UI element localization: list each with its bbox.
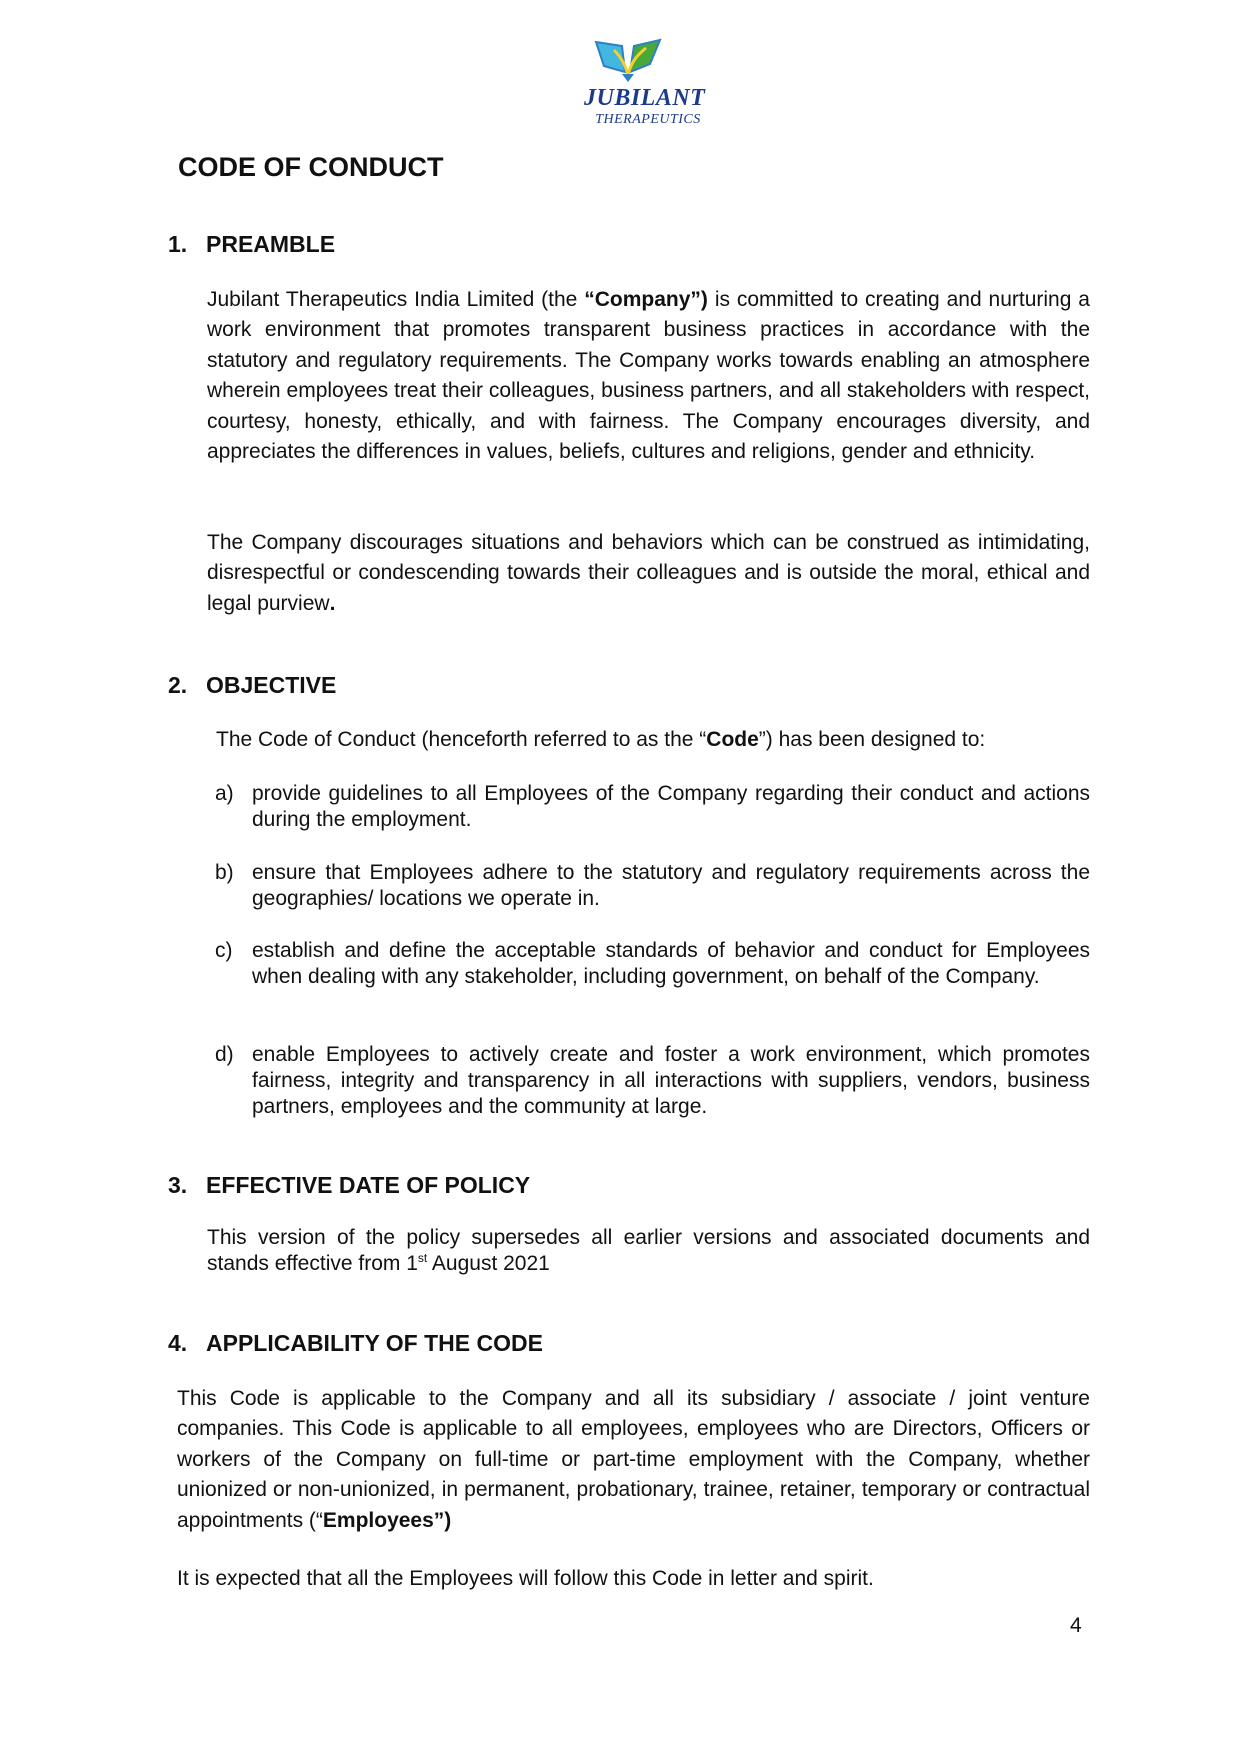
section-title: PREAMBLE — [206, 231, 336, 257]
section-number: 2. — [168, 672, 188, 698]
list-item — [215, 860, 1090, 912]
preamble-paragraph-2 — [207, 528, 1090, 619]
text-run: This version of the policy supersedes all earlier versions and associated documents and stands effective from 1 — [207, 1226, 1090, 1275]
objective-intro — [216, 725, 1090, 755]
section-heading-objective — [168, 672, 336, 699]
list-label: d) — [215, 1043, 234, 1066]
document-title: CODE OF CONDUCT — [178, 152, 444, 182]
list-text: provide guidelines to all Employees of the Company regarding their conduct and actions during the employment. — [252, 782, 1090, 831]
effective-date: August 2021 — [427, 1252, 550, 1275]
text-run: ”) has been designed to: — [758, 728, 986, 751]
logo-wordmark: JUBILANT — [584, 85, 706, 111]
text-run: The Company discourages situations and behaviors which can be construed as intimidating, disrespectful or condescending towards their colleagues and is outside the moral, ethical and legal purview — [207, 531, 1090, 615]
applicability-paragraph-1 — [177, 1384, 1090, 1536]
section-number: 3. — [168, 1172, 188, 1198]
section-title: EFFECTIVE DATE OF POLICY — [206, 1172, 531, 1198]
section-heading-preamble — [168, 231, 335, 258]
defined-term-code: Code — [706, 728, 759, 751]
logo-subtitle: THERAPEUTICS — [595, 112, 701, 127]
text-run: The Code of Conduct (henceforth referred to as the “ — [216, 728, 707, 751]
company-logo — [584, 36, 704, 132]
text-run: is committed to creating and nurturing a work environment that promotes transparent business practices in accordance with the statutory and regulatory requirements. The Company works towards enabling an atmosphere wherein employees treat their colleagues, business partners, and all stakeholders with respect, courtesy, honesty, ethically, and with fairness. The Company encourages diversity, and appreciates the differences in values, beliefs, cultures and religions, gender and ethnicity. — [207, 288, 1090, 464]
list-item — [215, 781, 1090, 833]
section-title: OBJECTIVE — [206, 672, 337, 698]
list-item — [215, 938, 1090, 990]
ordinal-suffix: st — [417, 1251, 428, 1265]
preamble-paragraph-1 — [207, 285, 1090, 467]
defined-term-employees: Employees”) — [322, 1508, 452, 1532]
section-heading-effective-date — [168, 1172, 530, 1199]
list-text: ensure that Employees adhere to the statutory and regulatory requirements across the geographies/ locations we operate in. — [252, 861, 1090, 910]
page-number: 4 — [1070, 1614, 1082, 1637]
applicability-paragraph-2: It is expected that all the Employees will follow this Code in letter and spirit. — [177, 1567, 874, 1590]
effective-date-paragraph — [207, 1225, 1090, 1277]
defined-term-company: “Company”) — [584, 288, 708, 311]
list-label: a) — [215, 782, 234, 805]
section-heading-applicability — [168, 1330, 543, 1357]
list-label: c) — [215, 939, 233, 962]
list-label: b) — [215, 861, 234, 884]
list-text: establish and define the acceptable standards of behavior and conduct for Employees when dealing with any stakeholder, including government, on behalf of the Company. — [252, 939, 1090, 988]
list-text: enable Employees to actively create and foster a work environment, which promotes fairness, integrity and transparency in all interactions with suppliers, vendors, business partners, employees and the community at large. — [252, 1043, 1090, 1118]
section-title: APPLICABILITY OF THE CODE — [206, 1330, 543, 1356]
text-run: Jubilant Therapeutics India Limited (the — [207, 288, 585, 311]
list-item — [215, 1042, 1090, 1120]
butterfly-logo-icon — [592, 36, 664, 86]
section-number: 4. — [168, 1330, 188, 1356]
section-number: 1. — [168, 231, 188, 257]
text-run: This Code is applicable to the Company and all its subsidiary / associate / joint venture companies. This Code is applicable to all employees, employees who are Directors, Officers or workers of the Company on full-time or part-time employment with the Company, whether unionized or non-unionized, in permanent, probationary, trainee, retainer, temporary or contractual appointments (“ — [177, 1387, 1090, 1532]
text-run: . — [329, 591, 336, 615]
